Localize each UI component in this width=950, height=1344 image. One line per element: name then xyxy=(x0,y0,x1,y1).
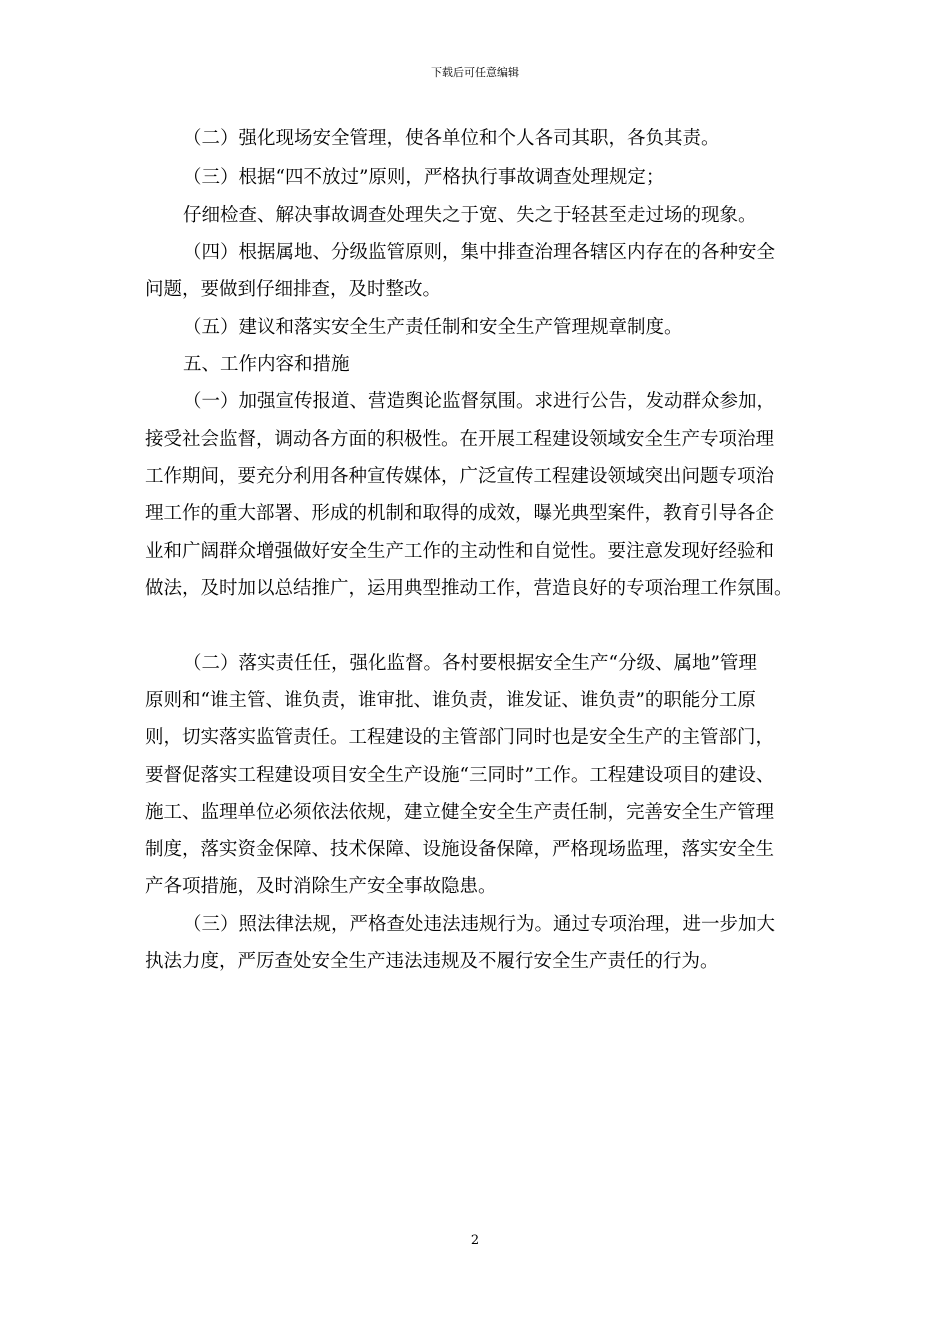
paragraph-line: 施工、监理单位必须依法依规，建立健全安全生产责任制，完善安全生产管理 xyxy=(145,802,775,823)
paragraph-line: （五）建议和落实安全生产责任制和安全生产管理规章制度。 xyxy=(183,317,683,338)
paragraph-line: 要督促落实工程建设项目安全生产设施“三同时”工作。工程建设项目的建设、 xyxy=(145,765,775,786)
paragraph-line: 业和广阔群众增强做好安全生产工作的主动性和自觉性。要注意发现好经验和 xyxy=(145,541,775,562)
paragraph-line: 制度，落实资金保障、技术保障、设施设备保障，严格现场监理，落实安全生 xyxy=(145,839,775,860)
section-heading: 五、工作内容和措施 xyxy=(183,354,350,375)
paragraph-line: 工作期间，要充分利用各种宣传媒体，广泛宣传工程建设领域突出问题专项治 xyxy=(145,466,775,487)
paragraph-line: （二）落实责任任，强化监督。各村要根据安全生产“分级、属地”管理 xyxy=(183,653,757,674)
paragraph-line: 问题，要做到仔细排查，及时整改。 xyxy=(145,279,442,300)
paragraph-line: 仔细检查、解决事故调查处理失之于宽、失之于轻甚至走过场的现象。 xyxy=(183,205,757,226)
paragraph-line: （三）照法律法规，严格查处违法违规行为。通过专项治理，进一步加大 xyxy=(183,914,776,935)
paragraph-line: （一）加强宣传报道、营造舆论监督氛围。求进行公告，发动群众参加， xyxy=(183,391,776,412)
paragraph-line: （四）根据属地、分级监管原则，集中排查治理各辖区内存在的各种安全 xyxy=(183,242,776,263)
paragraph-line: 做法，及时加以总结推广，运用典型推动工作，营造良好的专项治理工作氛围。 xyxy=(145,578,793,599)
paragraph-line: 理工作的重大部署、形成的机制和取得的成效，曝光典型案件，教育引导各企 xyxy=(145,503,775,524)
paragraph-line: 执法力度，严厉查处安全生产违法违规及不履行安全生产责任的行为。 xyxy=(145,951,719,972)
paragraph-line: 产各项措施，及时消除生产安全事故隐患。 xyxy=(145,876,497,897)
paragraph-line: （三）根据“四不放过”原则，严格执行事故调查处理规定； xyxy=(183,167,665,188)
page-header: 下载后可任意编辑 xyxy=(431,66,519,79)
paragraph-line: （二）强化现场安全管理，使各单位和个人各司其职，各负其责。 xyxy=(183,128,720,149)
paragraph-line: 原则和“谁主管、谁负责，谁审批、谁负责，谁发证、谁负责”的职能分工原 xyxy=(145,690,756,711)
paragraph-line: 接受社会监督，调动各方面的积极性。在开展工程建设领域安全生产专项治理 xyxy=(145,429,775,450)
page-number: 2 xyxy=(470,1233,480,1248)
paragraph-line: 则，切实落实监管责任。工程建设的主管部门同时也是安全生产的主管部门， xyxy=(145,727,775,748)
